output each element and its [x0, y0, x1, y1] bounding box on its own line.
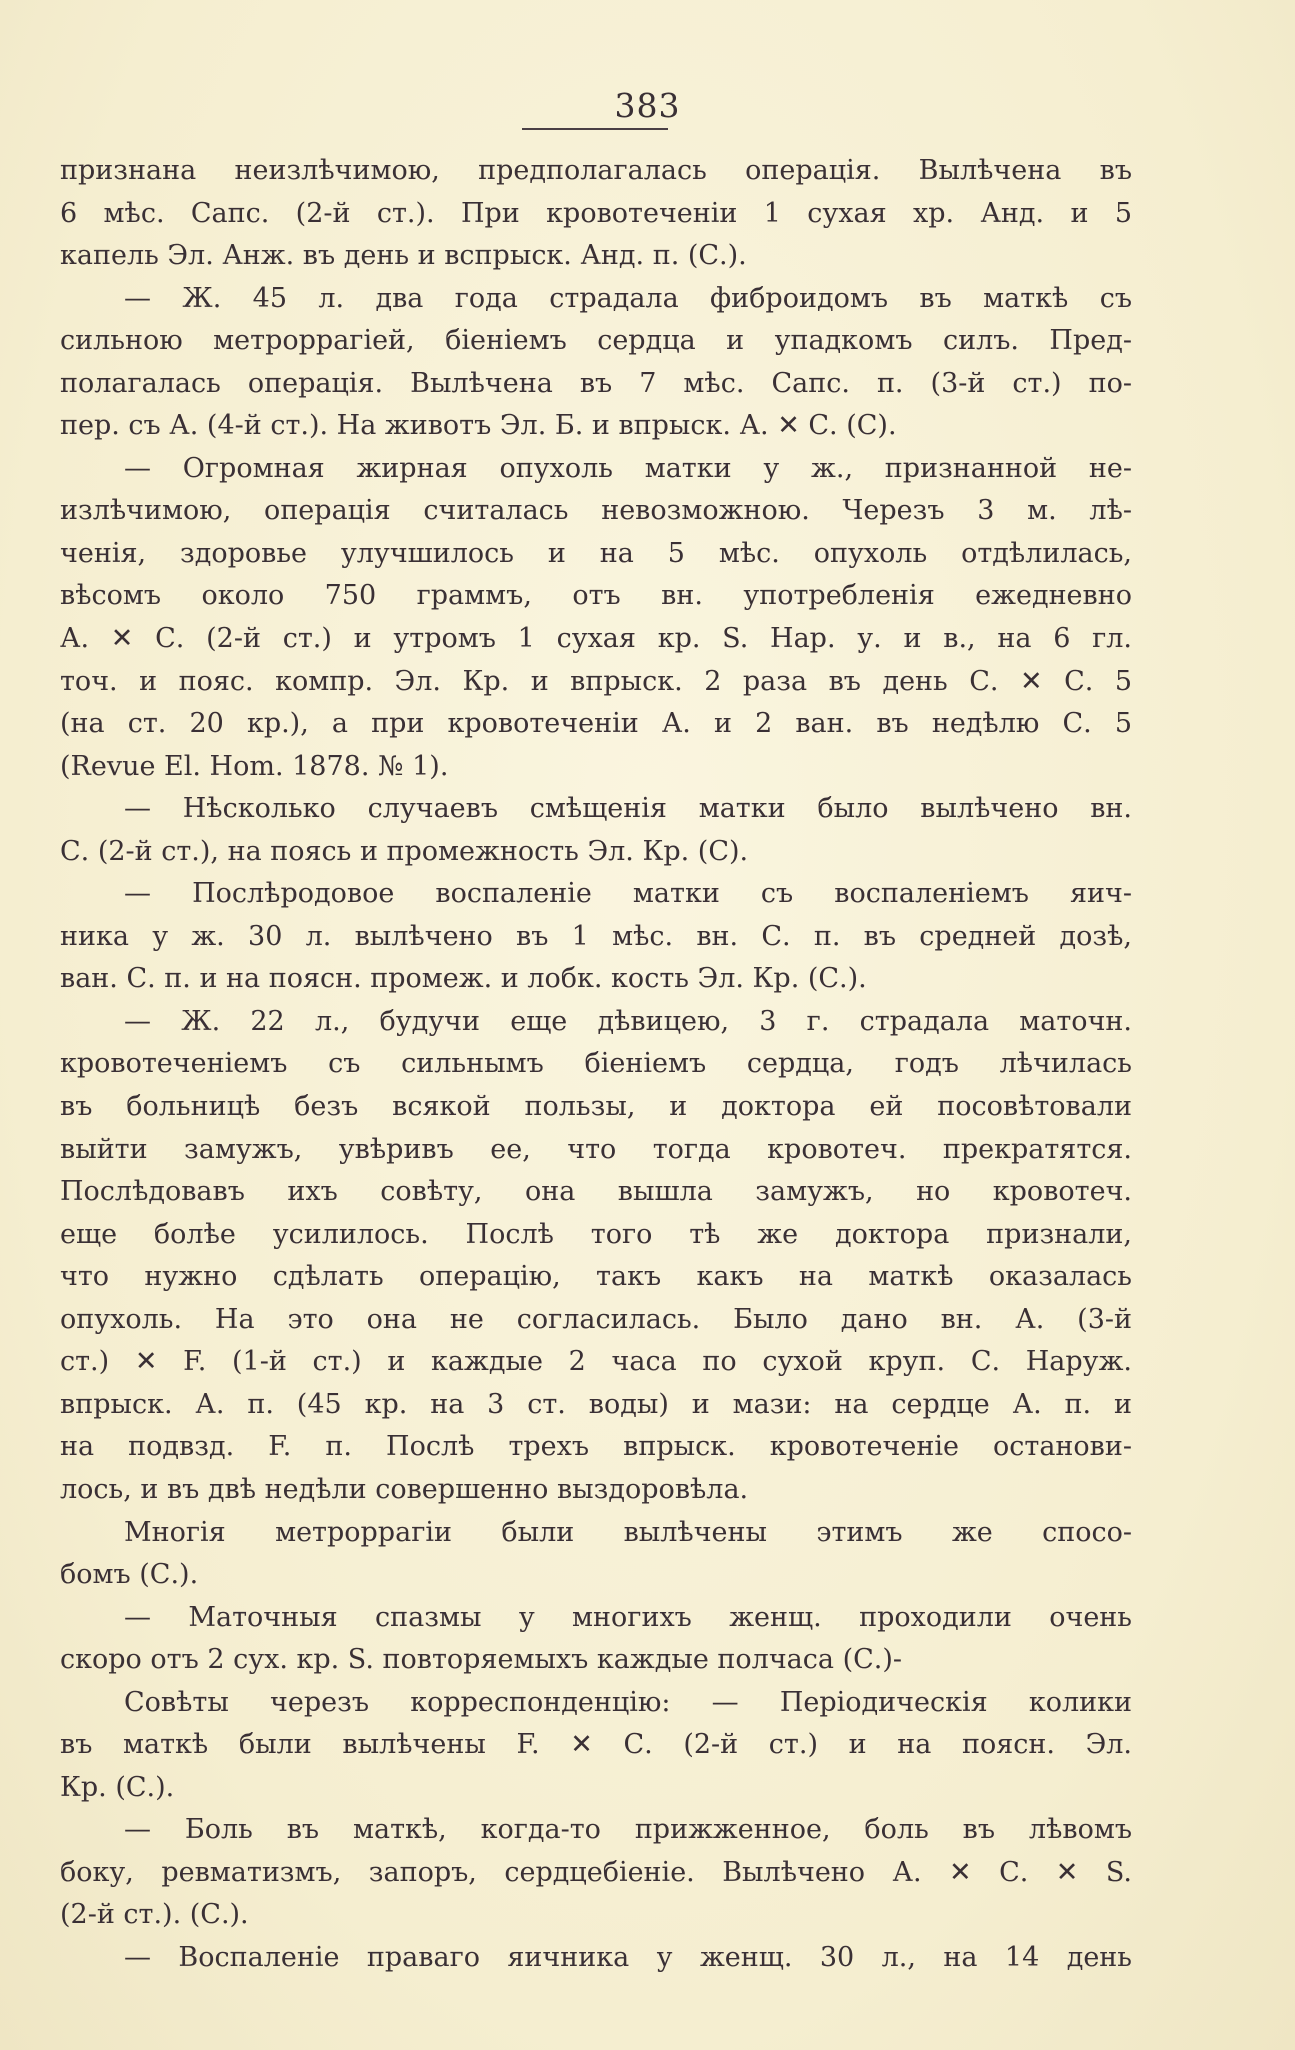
text-line: (на ст. 20 кр.), а при кровотеченіи А. и 2 ван. въ недѣлю С. 5: [60, 708, 1132, 740]
page-number: 383: [614, 86, 681, 125]
text-line: лось, и въ двѣ недѣли совершенно выздоровѣла.: [60, 1473, 749, 1505]
text-line: выйти замужъ, увѣривъ ее, что тогда кровотеч. прекратятся.: [60, 1133, 1132, 1165]
text-line: С. (2-й ст.), на поясь и промежность Эл. Кр. (С).: [60, 835, 749, 867]
text-line: на подвзд. F. п. Послѣ трехъ впрыск. кровотеченіе останови-: [60, 1431, 1132, 1463]
text-line: 6 мѣс. Сапс. (2-й ст.). При кровотеченіи 1 сухая хр. Анд. и 5: [60, 197, 1132, 229]
text-line: — Нѣсколько случаевъ смѣщенія матки было вылѣчено вн.: [124, 793, 1132, 825]
text-line: боку, ревматизмъ, запоръ, сердцебіеніе. Вылѣчено А. ✕ С. ✕ S.: [60, 1856, 1132, 1888]
text-line: вѣсомъ около 750 граммъ, отъ вн. употребленія ежедневно: [60, 580, 1132, 612]
text-line: Кр. (С.).: [60, 1771, 175, 1803]
text-line: — Послѣродовое воспаленіе матки съ воспаленіемъ яич-: [124, 878, 1132, 910]
header-rule: [522, 128, 668, 130]
text-line: ван. С. п. и на поясн. промеж. и лобк. кость Эл. Кр. (С.).: [60, 963, 867, 995]
text-line: впрыск. А. п. (45 кр. на 3 ст. воды) и мази: на сердце А. п. и: [60, 1388, 1132, 1420]
text-line: еще болѣе усилилось. Послѣ того тѣ же доктора признали,: [60, 1218, 1132, 1250]
text-line: — Огромная жирная опухоль матки у ж., признанной не-: [124, 452, 1132, 484]
text-line: — Боль въ маткѣ, когда-то прижженное, боль въ лѣвомъ: [124, 1814, 1132, 1846]
text-line: ченія, здоровье улучшилось и на 5 мѣс. опухоль отдѣлилась,: [60, 537, 1132, 569]
text-line: (2-й ст.). (С.).: [60, 1899, 249, 1931]
text-line: кровотеченіемъ съ сильнымъ біеніемъ сердца, годъ лѣчилась: [60, 1048, 1132, 1080]
text-line: въ больницѣ безъ всякой пользы, и доктора ей посовѣтовали: [60, 1091, 1132, 1123]
text-line: бомъ (С.).: [60, 1559, 199, 1591]
text-line: признана неизлѣчимою, предполагалась операція. Вылѣчена въ: [60, 155, 1132, 186]
text-line: А. ✕ С. (2-й ст.) и утромъ 1 сухая кр. S. Нар. у. и в., на 6 гл.: [60, 623, 1132, 655]
text-line: что нужно сдѣлать операцію, такъ какъ на маткѣ оказалась: [60, 1261, 1132, 1293]
text-line: ника у ж. 30 л. вылѣчено въ 1 мѣс. вн. С. п. въ средней дозѣ,: [60, 920, 1132, 952]
text-line: точ. и пояс. компр. Эл. Кр. и впрыск. 2 раза въ день С. ✕ С. 5: [60, 665, 1132, 697]
text-line: (Revue El. Hom. 1878. № 1).: [60, 750, 449, 782]
text-line: скоро отъ 2 сух. кр. S. повторяемыхъ каждые полчаса (С.)-: [60, 1644, 902, 1676]
text-line: ст.) ✕ F. (1-й ст.) и каждые 2 часа по сухой круп. С. Наруж.: [60, 1346, 1132, 1378]
text-line: — Ж. 45 л. два года страдала фиброидомъ въ маткѣ съ: [124, 282, 1132, 314]
text-line: — Ж. 22 л., будучи еще дѣвицею, 3 г. страдала маточн.: [124, 1005, 1132, 1037]
body-text: [60, 150, 1132, 1980]
text-line: полагалась операція. Вылѣчена въ 7 мѣс. Сапс. п. (3-й ст.) по-: [60, 367, 1132, 399]
text-line: сильною метроррагіей, біеніемъ сердца и упадкомъ силъ. Пред-: [60, 325, 1132, 357]
text-line: — Маточныя спазмы у многихъ женщ. проходили очень: [124, 1601, 1132, 1633]
text-line: опухоль. На это она не согласилась. Было дано вн. А. (3-й: [60, 1303, 1132, 1335]
text-line: въ маткѣ были вылѣчены F. ✕ С. (2-й ст.) и на поясн. Эл.: [60, 1729, 1132, 1761]
text-line: излѣчимою, операція считалась невозможною. Черезъ 3 м. лѣ-: [60, 495, 1132, 527]
text-line: капель Эл. Анж. въ день и вспрыск. Анд. п. (С.).: [60, 240, 747, 272]
text-line: Многія метроррагіи были вылѣчены этимъ же спосо-: [124, 1516, 1132, 1548]
text-line: пер. съ А. (4-й ст.). На животъ Эл. Б. и впрыск. А. ✕ С. (С).: [60, 410, 897, 442]
text-line: Послѣдовавъ ихъ совѣту, она вышла замужъ, но кровотеч.: [60, 1176, 1132, 1208]
text-line: — Воспаленіе праваго яичника у женщ. 30 л., на 14 день: [124, 1941, 1132, 1973]
text-line: Совѣты черезъ корреспонденцію: — Періодическія колики: [124, 1686, 1132, 1718]
